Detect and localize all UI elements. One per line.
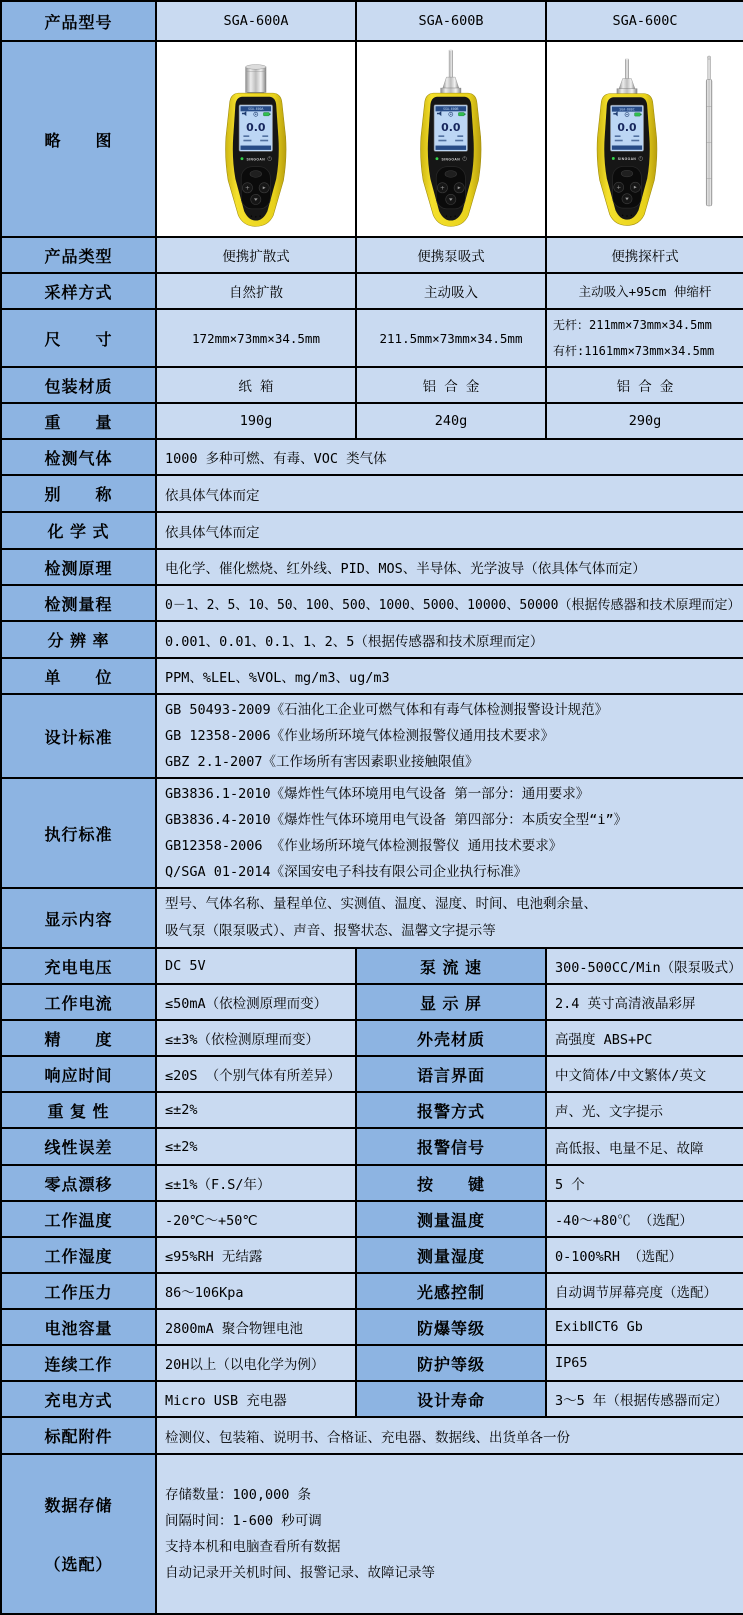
label-display-content: 显示内容 xyxy=(1,888,156,948)
label-resolution: 分 辨 率 xyxy=(1,621,156,658)
row-product-model xyxy=(1,1,743,41)
design-standard-line: GBZ 2.1-2007《工作场所有害因素职业接触限值》 xyxy=(165,754,479,770)
dual-right-value: 高强度 ABS+PC xyxy=(546,1020,743,1056)
label-data-storage xyxy=(1,1454,156,1614)
value-sampling-c: 主动吸入+95cm 伸缩杆 xyxy=(546,273,743,309)
dual-right-value: 自动调节屏幕亮度（选配） xyxy=(546,1273,743,1309)
dual-left-label: 线性误差 xyxy=(1,1128,156,1165)
dual-left-label: 响应时间 xyxy=(1,1056,156,1092)
design-standard-line: GB 12358-2006《作业场所环境气体检测报警仪通用技术要求》 xyxy=(165,728,555,744)
value-weight-a: 190g xyxy=(156,403,356,439)
label-product-type: 产品类型 xyxy=(1,237,156,273)
row-design-standards xyxy=(1,694,743,778)
value-weight-c: 290g xyxy=(546,403,743,439)
dual-spec-row xyxy=(1,1092,743,1128)
display-content-line: 型号、气体名称、量程单位、实测值、温度、湿度、时间、电池剩余量、 xyxy=(165,896,597,912)
svg-text:0.0: 0.0 xyxy=(441,120,461,134)
dual-left-value: -20℃～+50℃ xyxy=(156,1201,356,1237)
svg-text:SINGOAN: SINGOAN xyxy=(441,157,461,162)
display-content-line: 吸气泵（限泵吸式）、声音、报警状态、温馨文字提示等 xyxy=(165,923,496,939)
value-product-type-c: 便携探杆式 xyxy=(546,237,743,273)
value-packaging-b: 铝 合 金 xyxy=(356,367,546,403)
label-detected-gas: 检测气体 xyxy=(1,439,156,475)
row-sketch xyxy=(1,41,743,237)
product-image-sga-600a xyxy=(165,47,347,231)
dual-right-value: 0-100%RH （选配） xyxy=(546,1237,743,1273)
dual-right-value: 2.4 英寸高清液晶彩屏 xyxy=(546,984,743,1020)
dual-left-label: 精 度 xyxy=(1,1020,156,1056)
value-detected-gas: 1000 多种可燃、有毒、VOC 类气体 xyxy=(156,439,743,475)
dual-right-value: 中文简体/中文繁体/英文 xyxy=(546,1056,743,1092)
label-chemical-formula: 化 学 式 xyxy=(1,512,156,549)
value-alias: 依具体气体而定 xyxy=(156,475,743,512)
design-standard-line: GB 50493-2009《石油化工企业可燃气体和有毒气体检测报警设计规范》 xyxy=(165,702,609,718)
dual-right-value: 300-500CC/Min（限泵吸式） xyxy=(546,948,743,984)
dual-left-label: 工作温度 xyxy=(1,1201,156,1237)
dual-right-label: 外壳材质 xyxy=(356,1020,546,1056)
dual-right-value: 5 个 xyxy=(546,1165,743,1201)
value-dimensions-c xyxy=(546,309,743,367)
dual-left-value: ≤50mA（依检测原理而变） xyxy=(156,984,356,1020)
execution-standard-line: GB3836.4-2010《爆炸性气体环境用电气设备 第四部分：本质安全型“i”》 xyxy=(165,812,628,828)
dual-right-value: 声、光、文字提示 xyxy=(546,1092,743,1128)
value-display-content xyxy=(156,888,743,948)
dual-spec-row xyxy=(1,1273,743,1309)
value-packaging-c: 铝 合 金 xyxy=(546,367,743,403)
svg-text:SGA-600C: SGA-600C xyxy=(619,107,635,112)
value-weight-b: 240g xyxy=(356,403,546,439)
dual-left-value: ≤95%RH 无结露 xyxy=(156,1237,356,1273)
dual-left-value: ≤±2% xyxy=(156,1092,356,1128)
dual-right-label: 显 示 屏 xyxy=(356,984,546,1020)
dual-right-value: ExibⅡCT6 Gb xyxy=(546,1309,743,1345)
dual-left-value: 2800mA 聚合物锂电池 xyxy=(156,1309,356,1345)
value-execution-standards xyxy=(156,778,743,888)
label-weight: 重 量 xyxy=(1,403,156,439)
svg-text:SGA-600B: SGA-600B xyxy=(443,107,459,112)
dual-right-value: 3～5 年（根据传感器而定） xyxy=(546,1381,743,1417)
dual-spec-row xyxy=(1,1309,743,1345)
dual-spec-row xyxy=(1,1237,743,1273)
label-execution-standards: 执行标准 xyxy=(1,778,156,888)
value-resolution: 0.001、0.01、0.1、1、2、5（根据传感器和技术原理而定） xyxy=(156,621,743,658)
svg-text:SINGOAN: SINGOAN xyxy=(617,157,637,162)
product-image-sga-600b xyxy=(365,47,537,231)
dual-right-label: 光感控制 xyxy=(356,1273,546,1309)
row-detection-range xyxy=(1,585,743,621)
value-dimensions-b: 211.5mm×73mm×34.5mm xyxy=(356,309,546,367)
row-display-content xyxy=(1,888,743,948)
dual-spec-row xyxy=(1,1345,743,1381)
data-storage-line: 支持本机和电脑查看所有数据 xyxy=(165,1539,341,1555)
dual-right-label: 设计寿命 xyxy=(356,1381,546,1417)
svg-text:0.0: 0.0 xyxy=(246,120,266,134)
value-design-standards xyxy=(156,694,743,778)
value-dimensions-a: 172mm×73mm×34.5mm xyxy=(156,309,356,367)
dual-right-value: IP65 xyxy=(546,1345,743,1381)
dual-spec-row xyxy=(1,1128,743,1165)
product-image-sga-600c xyxy=(555,47,735,231)
value-product-type-a: 便携扩散式 xyxy=(156,237,356,273)
dual-left-value: DC 5V xyxy=(156,948,356,984)
dual-left-label: 工作压力 xyxy=(1,1273,156,1309)
value-sampling-b: 主动吸入 xyxy=(356,273,546,309)
label-design-standards: 设计标准 xyxy=(1,694,156,778)
row-sampling-method xyxy=(1,273,743,309)
row-accessories xyxy=(1,1417,743,1454)
row-packaging xyxy=(1,367,743,403)
svg-text:SGA-600A: SGA-600A xyxy=(248,107,264,112)
value-packaging-a: 纸 箱 xyxy=(156,367,356,403)
execution-standard-line: Q/SGA 01-2014《深国安电子科技有限公司企业执行标准》 xyxy=(165,864,528,880)
value-accessories: 检测仪、包装箱、说明书、合格证、充电器、数据线、出货单各一份 xyxy=(156,1417,743,1454)
dual-left-label: 电池容量 xyxy=(1,1309,156,1345)
label-sampling-method: 采样方式 xyxy=(1,273,156,309)
dual-right-value: -40～+80℃ （选配） xyxy=(546,1201,743,1237)
svg-text:0.0: 0.0 xyxy=(617,121,637,135)
label-accessories: 标配附件 xyxy=(1,1417,156,1454)
dual-left-label: 连续工作 xyxy=(1,1345,156,1381)
value-detection-principle: 电化学、催化燃烧、红外线、PID、MOS、半导体、光学波导（依具体气体而定） xyxy=(156,549,743,585)
dual-spec-row xyxy=(1,1381,743,1417)
dual-right-label: 按 键 xyxy=(356,1165,546,1201)
dual-left-value: ≤±1%（F.S/年） xyxy=(156,1165,356,1201)
dual-right-label: 防爆等级 xyxy=(356,1309,546,1345)
dual-spec-rows xyxy=(1,948,743,1417)
svg-text:SINGOAN: SINGOAN xyxy=(246,157,266,162)
value-product-type-b: 便携泵吸式 xyxy=(356,237,546,273)
dual-right-label: 泵 流 速 xyxy=(356,948,546,984)
dual-spec-row xyxy=(1,1056,743,1092)
value-chemical-formula: 依具体气体而定 xyxy=(156,512,743,549)
model-name-a: SGA-600A xyxy=(156,1,356,41)
value-units: PPM、%LEL、%VOL、mg/m3、ug/m3 xyxy=(156,658,743,694)
model-name-b: SGA-600B xyxy=(356,1,546,41)
row-chemical-formula xyxy=(1,512,743,549)
dual-left-label: 工作湿度 xyxy=(1,1237,156,1273)
dual-right-label: 报警信号 xyxy=(356,1128,546,1165)
dual-left-value: ≤20S （个别气体有所差异） xyxy=(156,1056,356,1092)
model-name-c: SGA-600C xyxy=(546,1,743,41)
dual-spec-row xyxy=(1,1165,743,1201)
data-storage-line: 自动记录开关机时间、报警记录、故障记录等 xyxy=(165,1565,435,1581)
dual-left-label: 零点漂移 xyxy=(1,1165,156,1201)
label-dimensions: 尺 寸 xyxy=(1,309,156,367)
data-storage-label-line1: 数据存储 xyxy=(44,1498,113,1515)
row-alias xyxy=(1,475,743,512)
dual-left-value: Micro USB 充电器 xyxy=(156,1381,356,1417)
dual-spec-row xyxy=(1,1201,743,1237)
dual-spec-row xyxy=(1,984,743,1020)
data-storage-label-line2: （选配） xyxy=(44,1557,113,1574)
dual-right-label: 报警方式 xyxy=(356,1092,546,1128)
value-sampling-a: 自然扩散 xyxy=(156,273,356,309)
row-detected-gas xyxy=(1,439,743,475)
dual-right-label: 语言界面 xyxy=(356,1056,546,1092)
dual-left-value: 86～106Kpa xyxy=(156,1273,356,1309)
dual-left-label: 工作电流 xyxy=(1,984,156,1020)
dual-right-value: 高低报、电量不足、故障 xyxy=(546,1128,743,1165)
data-storage-line: 存储数量：100,000 条 xyxy=(165,1487,312,1503)
dual-left-value: 20H以上（以电化学为例） xyxy=(156,1345,356,1381)
row-units xyxy=(1,658,743,694)
row-execution-standards xyxy=(1,778,743,888)
label-detection-principle: 检测原理 xyxy=(1,549,156,585)
row-data-storage xyxy=(1,1454,743,1614)
label-sketch: 略 图 xyxy=(1,41,156,237)
dual-spec-row xyxy=(1,948,743,984)
dual-left-value: ≤±3%（依检测原理而变） xyxy=(156,1020,356,1056)
dual-left-value: ≤±2% xyxy=(156,1128,356,1165)
dimensions-c-line2: 有杆:1161mm×73mm×34.5mm xyxy=(553,344,715,358)
dual-spec-row xyxy=(1,1020,743,1056)
row-weight xyxy=(1,403,743,439)
row-product-type xyxy=(1,237,743,273)
dual-left-label: 重 复 性 xyxy=(1,1092,156,1128)
data-storage-line: 间隔时间：1-600 秒可调 xyxy=(165,1513,322,1529)
row-detection-principle xyxy=(1,549,743,585)
execution-standard-line: GB12358-2006 《作业场所环境气体检测报警仪 通用技术要求》 xyxy=(165,838,563,854)
label-packaging: 包装材质 xyxy=(1,367,156,403)
row-dimensions xyxy=(1,309,743,367)
label-product-model: 产品型号 xyxy=(1,1,156,41)
execution-standard-line: GB3836.1-2010《爆炸性气体环境用电气设备 第一部分：通用要求》 xyxy=(165,786,590,802)
dimensions-c-line1: 无杆：211mm×73mm×34.5mm xyxy=(553,318,712,332)
dual-right-label: 测量湿度 xyxy=(356,1237,546,1273)
dual-left-label: 充电电压 xyxy=(1,948,156,984)
value-detection-range: 0－1、2、5、10、50、100、500、1000、5000、10000、50000（根据传感器和技术原理而定） xyxy=(156,585,743,621)
label-alias: 别 称 xyxy=(1,475,156,512)
dual-left-label: 充电方式 xyxy=(1,1381,156,1417)
value-data-storage xyxy=(156,1454,743,1614)
dual-right-label: 测量温度 xyxy=(356,1201,546,1237)
label-units: 单 位 xyxy=(1,658,156,694)
dual-right-label: 防护等级 xyxy=(356,1345,546,1381)
row-resolution xyxy=(1,621,743,658)
label-detection-range: 检测量程 xyxy=(1,585,156,621)
